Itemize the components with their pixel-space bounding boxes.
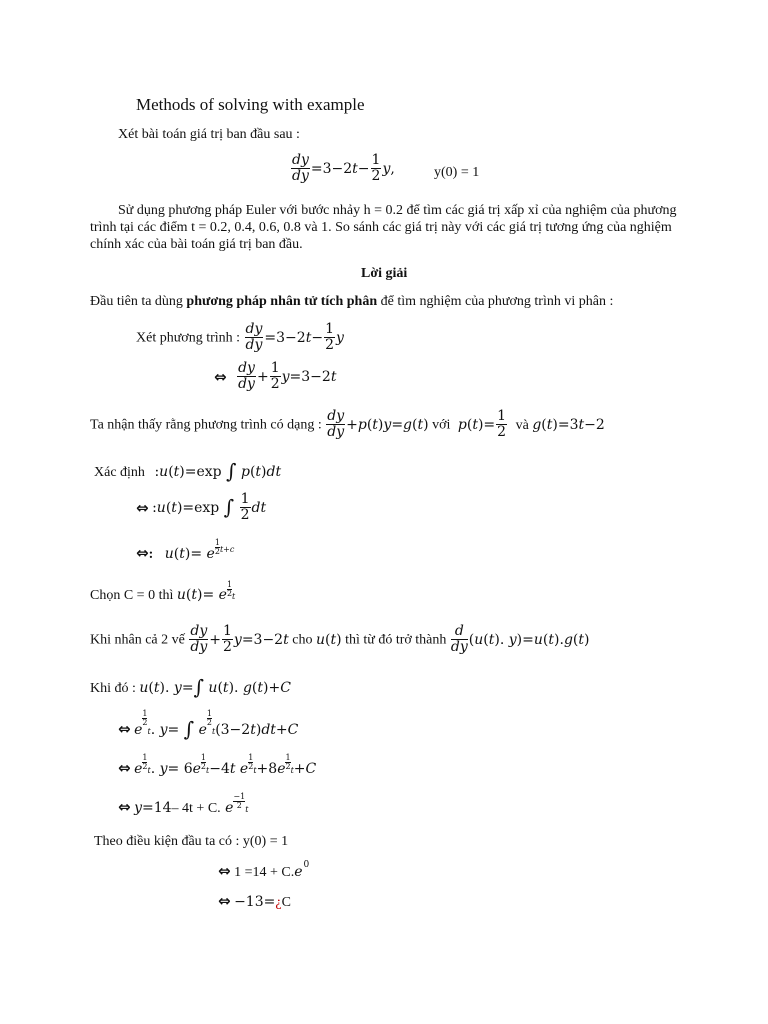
and-label: và <box>515 417 529 433</box>
equivalent-equation-5: ⇔ e $\frac{1}{2}$ t. y= 6e $\frac{1}{2}$ t−4t e $\frac{1}{2}$ t+8e $\frac{1}{2}$ t+C <box>118 753 317 777</box>
equivalence-arrow-icon: ⇔ <box>118 759 131 777</box>
equivalent-equation-8: ⇔ −13=¿C <box>218 892 291 910</box>
equivalence-arrow-icon: ⇔ <box>118 720 131 738</box>
form-label: Ta nhận thấy rằng phương trình có dạng : <box>90 417 322 433</box>
first-line-prefix: Đầu tiên ta dùng <box>90 294 187 309</box>
with-label: với <box>432 417 451 433</box>
first-line-bold: phương pháp nhân tử tích phân <box>186 294 378 309</box>
equivalence-arrow-icon: ⇔ <box>118 798 131 816</box>
choose-label: Chọn C = 0 thì <box>90 588 174 603</box>
initial-line: Theo điều kiện đầu ta có : y(0) = 1 <box>94 834 289 849</box>
multiply-line: Khi nhân cả 2 vế $\frac{dy}{dy}$ + $\frac{1}{2}$ y=3−2t cho u(t) thì từ đó trở thành $\frac{d}{dy}$ (u(t). y)=u(t).g(t) <box>90 623 590 656</box>
multiply-label: Khi nhân cả 2 vế <box>90 632 185 648</box>
define-label: Xác định <box>94 465 145 480</box>
eq-last-a: – 4t + C. <box>171 801 221 816</box>
define-line: Xác định :u(t)=exp ∫ p(t)dt <box>94 459 282 483</box>
eq-final-c: 1 =14 + C. <box>234 865 295 880</box>
then-line: Khi đó : u(t). y=∫ u(t). g(t)+C <box>90 675 291 699</box>
problem-paragraph: Sử dụng phương pháp Euler với bước nhảy h = 0.2 để tìm các giá trị xấp xỉ của nghiệm của phương trình tại các điểm t = 0.2, 0.4, 0.6, 0.8 và 1. So sánh các giá trị này với các giá trị tương ứng của nghiệm chính xác của bài toán giá trị ban đầu. <box>90 203 677 252</box>
becomes-label: thì từ đó trở thành <box>345 632 447 648</box>
equivalent-equation-3: ⇔: u(t)= e $\frac{1}{2}$ $^{t+c}$ <box>136 538 235 562</box>
equivalence-arrow-icon: ⇔ <box>136 544 149 562</box>
equivalent-equation-7: ⇔ $1 =14 + C.e^0$ <box>218 860 310 880</box>
equivalent-equation-6: ⇔ y=14– 4t + C. e $\frac{-1}{2}$ t <box>118 792 249 816</box>
form-line: Ta nhận thấy rằng phương trình có dạng : $\frac{dy}{dy}$ +p(t)y=g(t) với p(t)= $\frac{1}{2}$ và g(t)=3t−2 <box>90 408 605 441</box>
red-mark: ¿ <box>275 895 282 910</box>
then-label: cho <box>292 632 313 648</box>
equivalent-equation-1: ⇔ $\frac{dy}{dy}$ + $\frac{1}{2}$ y=3−2t <box>214 360 337 393</box>
consider-label: Xét phương trình : <box>136 330 241 346</box>
then-line-label: Khi đó : <box>90 681 136 696</box>
intro-text: Xét bài toán giá trị ban đầu sau : <box>118 127 300 142</box>
initial-condition: y(0) = 1 <box>434 165 480 180</box>
main-equation: $\frac{dy}{dy}$ =3−2t− $\frac{1}{2}$ y, <box>292 152 395 185</box>
equivalent-equation-4: ⇔ e $\frac{1}{2}$ t. y= ∫ e $\frac{1}{2}$ t(3−2t)dt+C <box>118 709 299 741</box>
equivalent-equation-2: ⇔ :u(t)=exp ∫ $\frac{1}{2}$ dt <box>136 491 267 524</box>
consider-equation: Xét phương trình : $\frac{dy}{dy}$ =3−2t− $\frac{1}{2}$ y <box>136 321 344 354</box>
equivalence-arrow-icon: ⇔ <box>218 892 231 910</box>
choose-line: Chọn C = 0 thì u(t)= e $\frac{1}{2}$ t <box>90 580 236 603</box>
eq-final-d: C <box>281 895 291 910</box>
equivalence-arrow-icon: ⇔ <box>136 499 149 518</box>
first-line-suffix: để tìm nghiệm của phương trình vi phân : <box>377 294 614 309</box>
equivalence-arrow-icon: ⇔ <box>218 862 231 880</box>
solution-heading: Lời giải <box>361 266 408 281</box>
first-line <box>90 294 613 310</box>
equivalence-arrow-icon: ⇔ <box>214 368 227 387</box>
page-title: Methods of solving with example <box>136 95 365 114</box>
